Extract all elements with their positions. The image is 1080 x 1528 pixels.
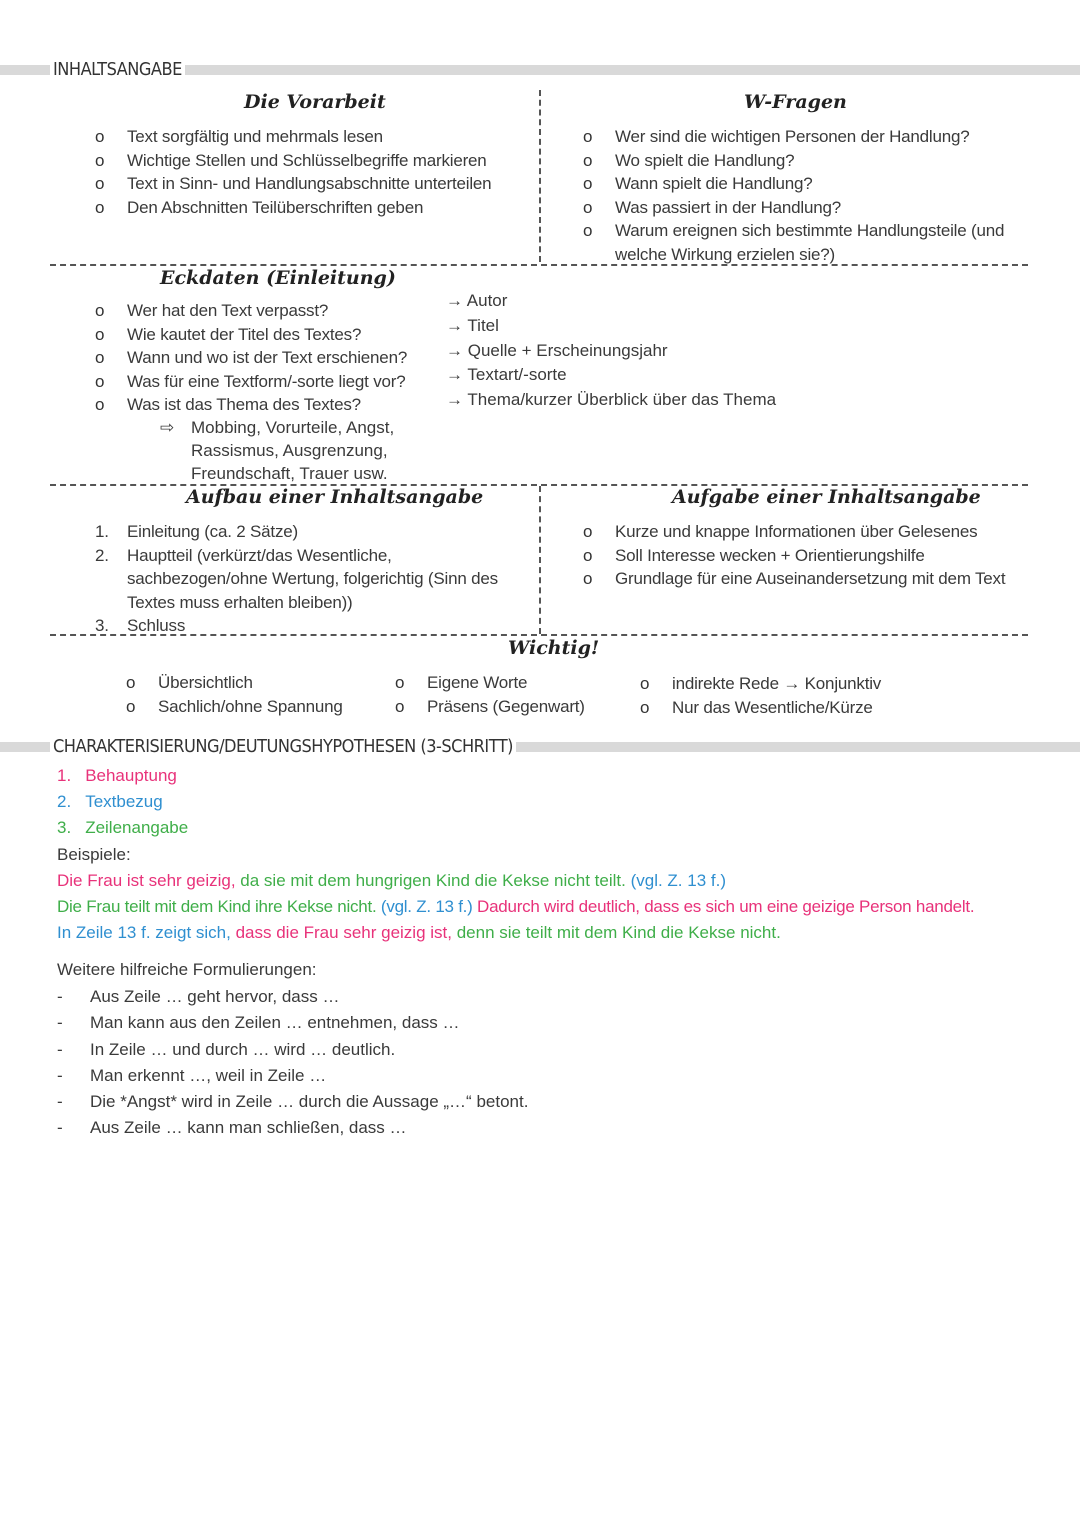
list-formulierungen: [57, 984, 528, 1142]
heading-wichtig: Wichtig!: [508, 637, 600, 659]
list-item: o Was ist das Thema des Textes?: [95, 393, 435, 417]
list-eckdaten-answers: [446, 289, 776, 413]
step-textbezug: 2. Textbezug: [57, 792, 163, 811]
list-vorarbeit: [95, 125, 515, 219]
divider-vertical-middle: [539, 486, 541, 634]
divider-vertical-top: [539, 90, 541, 262]
theme-examples-text: Mobbing, Vorurteile, Angst, Rassismus, Ausgrenzung, Freundschaft, Trauer usw.: [191, 418, 395, 483]
example-2: Die Frau teilt mit dem Kind ihre Kekse nicht. (vgl. Z. 13 f.) Dadurch wird deutlich, dass es sich um eine geizige Person handelt.: [57, 897, 975, 916]
list-item: o Wann und wo ist der Text erschienen?: [95, 346, 435, 370]
list-item: - Man erkennt …, weil in Zeile …: [57, 1065, 327, 1085]
list-item: o Den Abschnitten Teilüberschriften geben: [95, 196, 515, 220]
label-beispiele: Beispiele:: [57, 845, 131, 864]
list-item: o Wer hat den Text verpasst?: [95, 299, 435, 323]
list-aufgabe: [583, 520, 1043, 591]
list-item: o indirekte Rede → Konjunktiv: [640, 672, 940, 696]
list-item: o Wichtige Stellen und Schlüsselbegriffe markieren: [95, 149, 515, 173]
heading-aufgabe: Aufgabe einer Inhaltsangabe: [672, 486, 981, 508]
list-item: → Quelle + Erscheinungsjahr: [446, 340, 668, 360]
list-item: o Übersichtlich: [126, 671, 376, 695]
example-1: Die Frau ist sehr geizig, da sie mit dem hungrigen Kind die Kekse nicht teilt. (vgl. Z. 13 f.): [57, 871, 726, 890]
list-wfragen: [583, 125, 1013, 266]
list-item: → Titel: [446, 315, 499, 335]
list-item: o Wer sind die wichtigen Personen der Handlung?: [583, 125, 1013, 149]
list-item: o Text in Sinn- und Handlungsabschnitte unterteilen: [95, 172, 515, 196]
section-title-inhaltsangabe: INHALTSANGABE: [50, 58, 185, 82]
list-item: o Grundlage für eine Auseinandersetzung mit dem Text: [583, 567, 1043, 591]
heading-vorarbeit: Die Vorarbeit: [244, 91, 386, 113]
list-eckdaten-questions: [95, 299, 435, 417]
list-item: o Was für eine Textform/-sorte liegt vor?: [95, 370, 435, 394]
list-item: o Sachlich/ohne Spannung: [126, 695, 376, 719]
step-behauptung: 1. Behauptung: [57, 766, 177, 785]
list-item: o Nur das Wesentliche/Kürze: [640, 696, 940, 720]
step-zeilenangabe: 3. Zeilenangabe: [57, 818, 189, 837]
list-wichtig-col1: [126, 671, 376, 718]
list-item: 1. Einleitung (ca. 2 Sätze): [95, 522, 298, 541]
list-item: o Wie kautet der Titel des Textes?: [95, 323, 435, 347]
heading-wfragen: W-Fragen: [744, 91, 847, 113]
list-item: o Wo spielt die Handlung?: [583, 149, 1013, 173]
list-item: → Textart/-sorte: [446, 365, 567, 385]
list-item: o Warum ereignen sich bestimmte Handlungsteile (und welche Wirkung erzielen sie?): [583, 219, 1013, 266]
heading-aufbau: Aufbau einer Inhaltsangabe: [186, 486, 484, 508]
arrow-right-icon: ⇨: [160, 418, 175, 437]
list-item: → Autor: [446, 291, 508, 310]
list-item: o Text sorgfältig und mehrmals lesen: [95, 125, 515, 149]
list-item: o Präsens (Gegenwart): [395, 695, 625, 719]
list-wichtig-col3: [640, 672, 940, 719]
list-item: - Aus Zeile … kann man schließen, dass …: [57, 1118, 407, 1138]
list-wichtig-col2: [395, 671, 625, 718]
list-item: → Thema/kurzer Überblick über das Thema: [446, 390, 777, 410]
list-aufbau: [95, 520, 530, 638]
list-item: o Eigene Worte: [395, 671, 625, 695]
list-item: - Aus Zeile … geht hervor, dass …: [57, 987, 340, 1006]
list-item: 2. Hauptteil (verkürzt/das Wesentliche, sachbezogen/ohne Wertung, folgerichtig (Sinn des Textes muss erhalten bleiben)): [95, 545, 498, 612]
list-item: o Kurze und knappe Informationen über Gelesenes: [583, 520, 1043, 544]
list-item: o Was passiert in der Handlung?: [583, 196, 1013, 220]
list-item: - In Zeile … und durch … wird … deutlich.: [57, 1039, 396, 1059]
label-weitere: Weitere hilfreiche Formulierungen:: [57, 960, 317, 979]
example-3: In Zeile 13 f. zeigt sich, dass die Frau sehr geizig ist, denn sie teilt mit dem Kind die Kekse nicht.: [57, 923, 781, 942]
list-item: - Man kann aus den Zeilen … entnehmen, dass …: [57, 1013, 460, 1033]
heading-eckdaten: Eckdaten (Einleitung): [160, 267, 396, 289]
section-title-charakterisierung: CHARAKTERISIERUNG/DEUTUNGSHYPOTHESEN (3-SCHRITT): [50, 735, 516, 759]
list-item: - Die *Angst* wird in Zeile … durch die Aussage „…“ betont.: [57, 1092, 529, 1112]
list-item: o Soll Interesse wecken + Orientierungshilfe: [583, 544, 1043, 568]
list-item: o Wann spielt die Handlung?: [583, 172, 1013, 196]
theme-examples: [160, 416, 426, 485]
list-item: 3. Schluss: [95, 616, 186, 635]
